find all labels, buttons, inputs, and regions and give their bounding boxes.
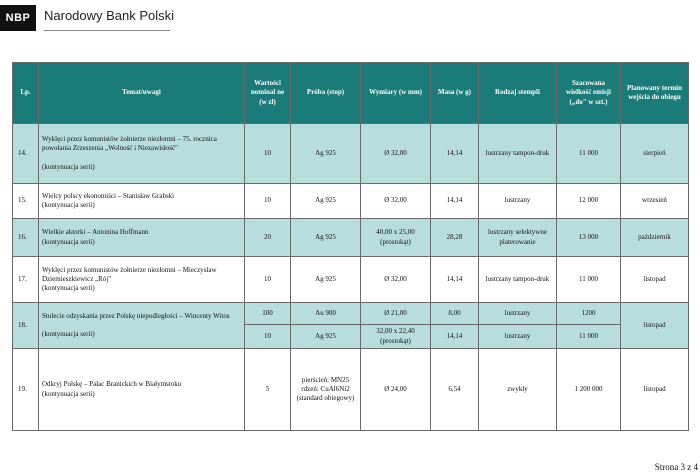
row-mass: 14,14 <box>431 325 479 349</box>
row-topic-cell <box>39 303 245 349</box>
row-mass: 6,54 <box>431 349 479 431</box>
row-nominal: 10 <box>245 325 291 349</box>
row-dimensions: Ø 21,00 <box>361 303 431 325</box>
row-alloy: Ag 925 <box>291 219 361 257</box>
col-date: Planowany termin wejścia do obiegu <box>621 63 689 124</box>
row-date: listopad <box>621 257 689 303</box>
row-emission: 13 000 <box>557 219 621 257</box>
page-header <box>0 0 300 36</box>
col-nominal: Wartości nominal ne (w zł) <box>245 63 291 124</box>
col-stamp: Rodzaj stempli <box>479 63 557 124</box>
row-mass: 14,14 <box>431 184 479 219</box>
row-note: (kontynuacja serii) <box>42 201 95 209</box>
row-alloy: Ag 925 <box>291 184 361 219</box>
row-note: (kontynuacja serii) <box>42 330 95 338</box>
row-date: wrzesień <box>621 184 689 219</box>
col-topic: Temat/uwagi <box>39 63 245 124</box>
row-lp: 17. <box>13 257 39 303</box>
row-topic: Wyklęci przez komunistów żołnierze niezłomni – Mieczysław Dziemieszkiewicz „Rój" <box>42 265 217 283</box>
row-nominal: 10 <box>245 184 291 219</box>
row-topic-cell <box>39 184 245 219</box>
table-row <box>13 184 689 219</box>
row-lp: 14. <box>13 124 39 184</box>
row-stamp: zwykły <box>479 349 557 431</box>
header-divider <box>44 30 170 31</box>
row-stamp: lustrzany <box>479 184 557 219</box>
row-mass: 14,14 <box>431 124 479 184</box>
row-alloy: Ag 925 <box>291 124 361 184</box>
row-nominal: 20 <box>245 219 291 257</box>
table-row <box>13 219 689 257</box>
row-emission: 1200 <box>557 303 621 325</box>
row-mass: 28,28 <box>431 219 479 257</box>
row-lp: 16. <box>13 219 39 257</box>
page-number: Strona 3 z 4 <box>654 462 698 472</box>
table-row <box>13 303 689 325</box>
row-note: (kontynuacja serii) <box>42 284 95 293</box>
row-topic: Wielkie aktorki – Antonina Hoffmann <box>42 228 149 237</box>
row-nominal: 10 <box>245 257 291 303</box>
table-row <box>13 257 689 303</box>
row-stamp: lustrzany tampon-druk <box>479 257 557 303</box>
row-dimensions: 32,00 x 22,40 (prostokąt) <box>361 325 431 349</box>
row-dimensions: Ø 32,00 <box>361 184 431 219</box>
col-dimensions: Wymiary (w mm) <box>361 63 431 124</box>
row-topic: Wyklęci przez komunistów żołnierze niezłomni – 75. rocznica powołania Zrzeszenia „Wolność i Niezawisłość" <box>42 135 217 153</box>
row-date: sierpień <box>621 124 689 184</box>
row-dimensions: Ø 32,00 <box>361 257 431 303</box>
row-date: listopad <box>621 349 689 431</box>
coin-issue-table <box>12 62 689 431</box>
row-mass: 8,00 <box>431 303 479 325</box>
row-alloy: Ag 925 <box>291 257 361 303</box>
row-emission: 11 000 <box>557 257 621 303</box>
row-alloy: Ag 925 <box>291 325 361 349</box>
row-nominal: 10 <box>245 124 291 184</box>
row-nominal: 100 <box>245 303 291 325</box>
row-topic-cell <box>39 219 245 257</box>
col-mass: Masa (w g) <box>431 63 479 124</box>
row-stamp: lustrzany tampon-druk <box>479 124 557 184</box>
row-mass: 14,14 <box>431 257 479 303</box>
row-dimensions: Ø 24,00 <box>361 349 431 431</box>
row-dimensions: Ø 32,00 <box>361 124 431 184</box>
row-note: (kontynuacja serii) <box>42 389 95 398</box>
table-header-row <box>13 63 689 124</box>
row-stamp: lustrzany <box>479 325 557 349</box>
row-stamp: lustrzany <box>479 303 557 325</box>
row-note: (kontynuacja serii) <box>42 162 95 171</box>
row-lp: 18. <box>13 303 39 349</box>
row-topic-cell <box>39 257 245 303</box>
row-topic: Wielcy polscy ekonomiści – Stanisław Grabski <box>42 191 175 200</box>
table-row <box>13 124 689 184</box>
row-topic: Odkryj Polskę – Pałac Branickich w Białymstoku <box>42 380 182 389</box>
row-alloy: pierścień: MN25 rdzeń: CuAl6Ni2 (standard obiegowy) <box>291 349 361 431</box>
col-lp: Lp. <box>13 63 39 124</box>
row-emission: 12 000 <box>557 184 621 219</box>
nbp-logo: NBP <box>0 5 36 31</box>
row-nominal: 5 <box>245 349 291 431</box>
row-emission: 1 200 000 <box>557 349 621 431</box>
row-topic: Stulecie odzyskania przez Polskę niepodległości – Wincenty Witos <box>42 311 230 320</box>
row-note: (kontynuacja serii) <box>42 237 95 246</box>
bank-name: Narodowy Bank Polski <box>44 8 175 23</box>
row-date: listopad <box>621 303 689 349</box>
col-emission: Szacowana wielkość emisji („do" w szt.) <box>557 63 621 124</box>
row-alloy: Au 900 <box>291 303 361 325</box>
row-topic-cell <box>39 124 245 184</box>
row-stamp: lustrzany selektywne platerowanie <box>479 219 557 257</box>
row-lp: 19. <box>13 349 39 431</box>
row-lp: 15. <box>13 184 39 219</box>
row-emission: 11 000 <box>557 325 621 349</box>
row-date: październik <box>621 219 689 257</box>
row-emission: 11 000 <box>557 124 621 184</box>
row-dimensions: 40,00 x 25,00 (prostokąt) <box>361 219 431 257</box>
table-row <box>13 349 689 431</box>
row-topic-cell <box>39 349 245 431</box>
col-alloy: Próba (stop) <box>291 63 361 124</box>
